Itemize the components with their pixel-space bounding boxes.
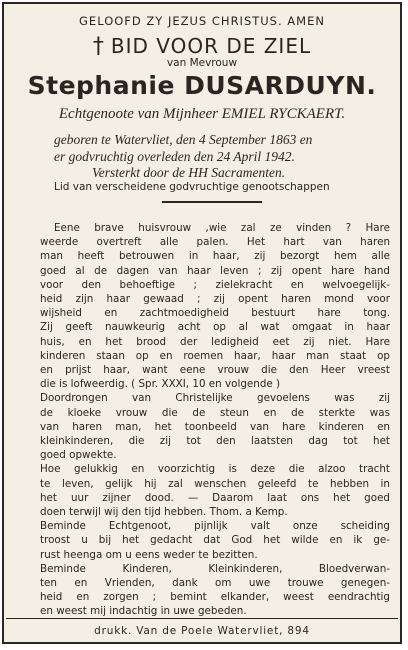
- motto: GELOOFD ZY JEZUS CHRISTUS. AMEN: [79, 14, 325, 28]
- body-line: goed al de dagen van haar leven ; zij opent hare hand: [40, 264, 390, 277]
- body-line: rust heenga om u eens weder te bezitten.: [40, 548, 258, 561]
- prayer-title: [4, 34, 400, 59]
- body-line: heid zijn haar gewaad ; zij opent haren mond voor: [40, 293, 390, 306]
- body-line: Eene brave huisvrouw ,wie zal ze vinden ? Hare: [54, 222, 390, 234]
- body-line: en prijst haar, want eene vrouw die den Heer vreest: [40, 364, 390, 377]
- death-line: er godvruchtig overleden den 24 April 1942.: [54, 149, 295, 164]
- sacraments-line: Versterkt door de HH Sacramenten.: [92, 165, 286, 180]
- body-line: Doordrongen van Christelijke gevoelens was zij: [40, 392, 390, 405]
- body-line: de kloeke vrouw die de steun en de sterkte was: [40, 406, 390, 419]
- footer-divider: [6, 618, 398, 619]
- body-line: kleinkinderen, die zij tot den laatsten dag tot het: [40, 435, 390, 448]
- cross-icon: †: [92, 34, 105, 59]
- body-line: kinderen staan op en roemen haar, haar man staat op: [40, 349, 390, 362]
- body-line: goed opwekte.: [40, 449, 117, 462]
- body-line: doen terwijl wij den tijd hebben. Thom. a Kemp.: [40, 506, 288, 519]
- body-line: ten en Vrienden, dank om uwe trouwe genegen-: [40, 577, 390, 590]
- body-line: voor den behoeftige ; zielekracht en welvoegelijk-: [40, 278, 390, 291]
- birth-line: geboren te Watervliet, den 4 September 1863 en: [54, 132, 313, 147]
- spouse-line: Echtgenoote van Mijnheer EMIEL RYCKAERT.: [58, 106, 346, 122]
- body-line: van haren man, het toonbeeld van hare kinderen en: [40, 420, 390, 433]
- printer-line: drukk. Van de Poele Watervliet, 894: [94, 625, 310, 637]
- body-line: Beminde Echtgenoot, pijnlijk valt onze scheiding: [40, 520, 390, 533]
- body-line: die is lofweerdig. ( Spr. XXXI, 10 en volgende ): [40, 378, 281, 391]
- body-line: heid en zorgen ; bemint elkander, weest eendrachtig: [40, 591, 390, 604]
- prayer-body: [40, 221, 390, 619]
- body-line: te leven, gelijk hij zal wenschen geleefd te hebben in: [40, 477, 390, 490]
- body-line: Zij geeft nauwkeurig acht op al wat omgaat in haar: [40, 321, 390, 334]
- body-line: het uur zijner dood. — Daarom laat ons het goed: [40, 491, 390, 504]
- prayer-title-text: BID VOOR DE ZIEL: [110, 34, 312, 58]
- society-line: Lid van verscheidene godvruchtige genootschappen: [54, 181, 330, 193]
- body-line: weerde overtreft alle palen. Het hart van haren: [40, 236, 390, 249]
- body-line: troost u bij het gedacht dat God het wilde en ik ge-: [40, 534, 390, 547]
- body-line: en weest mij indachtig in uwe gebeden.: [40, 605, 247, 618]
- divider: [162, 201, 262, 203]
- van-mevrouw: van Mevrouw: [166, 57, 238, 69]
- body-line: Hoe gelukkig en voorzichtig is deze die alzoo tracht: [40, 463, 390, 476]
- body-line: Beminde Kinderen, Kleinkinderen, Bloedverwan-: [40, 562, 390, 575]
- body-line: wijsheid en zachtmoedigheid bestuurt hare tong.: [40, 307, 390, 320]
- body-line: huis, en het brood der ledigheid eet zij niet. Hare: [40, 335, 390, 348]
- deceased-name: Stephanie DUSARDUYN.: [27, 71, 377, 100]
- body-line: man heeft betrouwen in haar, zij bezorgt hem alle: [40, 250, 390, 263]
- memorial-card: [2, 2, 402, 644]
